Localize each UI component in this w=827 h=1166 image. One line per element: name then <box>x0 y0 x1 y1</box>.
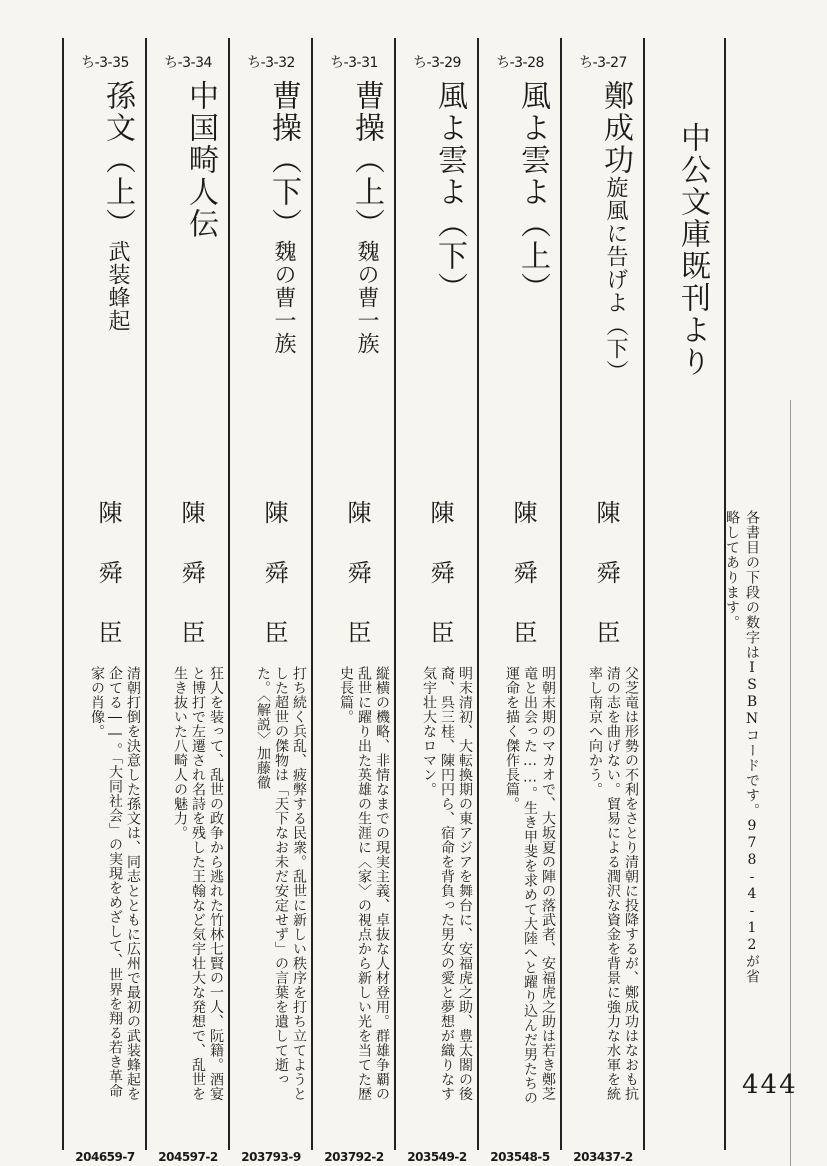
book-isbn: 203437-2 <box>573 1150 633 1164</box>
book-title: 曹操（下） <box>266 80 301 240</box>
book-description: 狂人を装って、乱世の政争から逃れた竹林七賢の一人、阮籍。酒宴と博打で左遷され名詩を残した王翰など気宇壮大な発想で、乱世を生き抜いた八畸人の魅力。 <box>172 666 224 1101</box>
book-subtitle: 魏の曹一族 <box>354 240 379 355</box>
book-code: ち-3-35 <box>81 55 129 71</box>
book-author: 陳舜臣 <box>343 500 371 680</box>
book-description: 父芝竜は形勢の不利をさとり清朝に投降するが、鄭成功はなおも抗清の志を曲げない。貿易による潤沢な資金を背景に強力な水軍を統率し南京へ向かう。 <box>587 666 639 1101</box>
book-entry <box>396 38 478 1164</box>
book-subtitle: 魏の曹一族 <box>271 240 296 355</box>
book-isbn: 204597-2 <box>158 1150 218 1164</box>
book-title: 鄭成功 <box>598 80 633 176</box>
book-author: 陳舜臣 <box>177 500 205 680</box>
margin-rule <box>790 400 791 1166</box>
book-code: ち-3-29 <box>413 55 461 71</box>
book-description: 清朝打倒を決意した孫文は、同志とともに広州で最初の武装蜂起を企てる――。「大同社会」の実現をめざして、世界を翔る若き革命家の肖像。 <box>89 666 141 1101</box>
page-number: 444 <box>742 1070 798 1100</box>
book-description: 明末清初、大転換期の東アジアを舞台に、安福虎之助、豊太閤の後裔、呉三桂、陳円円ら、宿命を背負った男女の愛と夢想が織りなす気宇壮大なロマン。 <box>421 666 473 1101</box>
book-isbn: 203548-5 <box>490 1150 550 1164</box>
book-code: ち-3-27 <box>579 55 627 71</box>
book-entry <box>562 38 644 1164</box>
book-subtitle: 武装蜂起 <box>105 240 130 332</box>
book-entry <box>64 38 146 1164</box>
book-isbn: 203549-2 <box>407 1150 467 1164</box>
isbn-note: 各書目の下段の数字はISBNコードです。978-4-12が省略してあります。 <box>724 510 760 984</box>
book-title: 風よ雲よ（上） <box>515 80 550 304</box>
book-author: 陳舜臣 <box>260 500 288 680</box>
book-code: ち-3-31 <box>330 55 378 71</box>
book-code: ち-3-34 <box>164 55 212 71</box>
book-isbn: 203792-2 <box>324 1150 384 1164</box>
book-author: 陳舜臣 <box>94 500 122 680</box>
series-header: 中公文庫既刊より <box>675 122 710 378</box>
book-entry <box>230 38 312 1164</box>
book-title: 中国畸人伝 <box>183 80 218 240</box>
book-author: 陳舜臣 <box>509 500 537 680</box>
book-description: 打ち続く兵乱、疲弊する民衆。乱世に新しい秩序を打ち立てようとした超世の傑物は「天下なお未だ安定せず」の言葉を遺して逝った。〈解説〉加藤徹 <box>255 666 307 1101</box>
book-entry <box>479 38 561 1164</box>
book-entry <box>313 38 395 1164</box>
book-isbn: 204659-7 <box>75 1150 135 1164</box>
book-title: 曹操（上） <box>349 80 384 240</box>
book-subtitle: 旋風に告げよ（下） <box>603 176 628 383</box>
book-title: 孫文（上） <box>100 80 135 240</box>
book-code: ち-3-32 <box>247 55 295 71</box>
book-isbn: 203793-9 <box>241 1150 301 1164</box>
book-author: 陳舜臣 <box>426 500 454 680</box>
book-entry <box>147 38 229 1164</box>
book-code: ち-3-28 <box>496 55 544 71</box>
book-description: 縦横の機略、非情なまでの現実主義、卓抜な人材登用。群雄争覇の乱世に躍り出た英雄の生涯に〈家〉の視点から新しい光を当てた歴史長篇。 <box>338 666 390 1101</box>
book-author: 陳舜臣 <box>592 500 620 680</box>
book-title: 風よ雲よ（下） <box>432 80 467 304</box>
book-description: 明朝末期のマカオで、大坂夏の陣の落武者、安福虎之助は若き鄭芝竜と出会った……。生き甲斐を求めて大陸へと躍り込んだ男たちの運命を描く傑作長篇。 <box>504 666 556 1105</box>
